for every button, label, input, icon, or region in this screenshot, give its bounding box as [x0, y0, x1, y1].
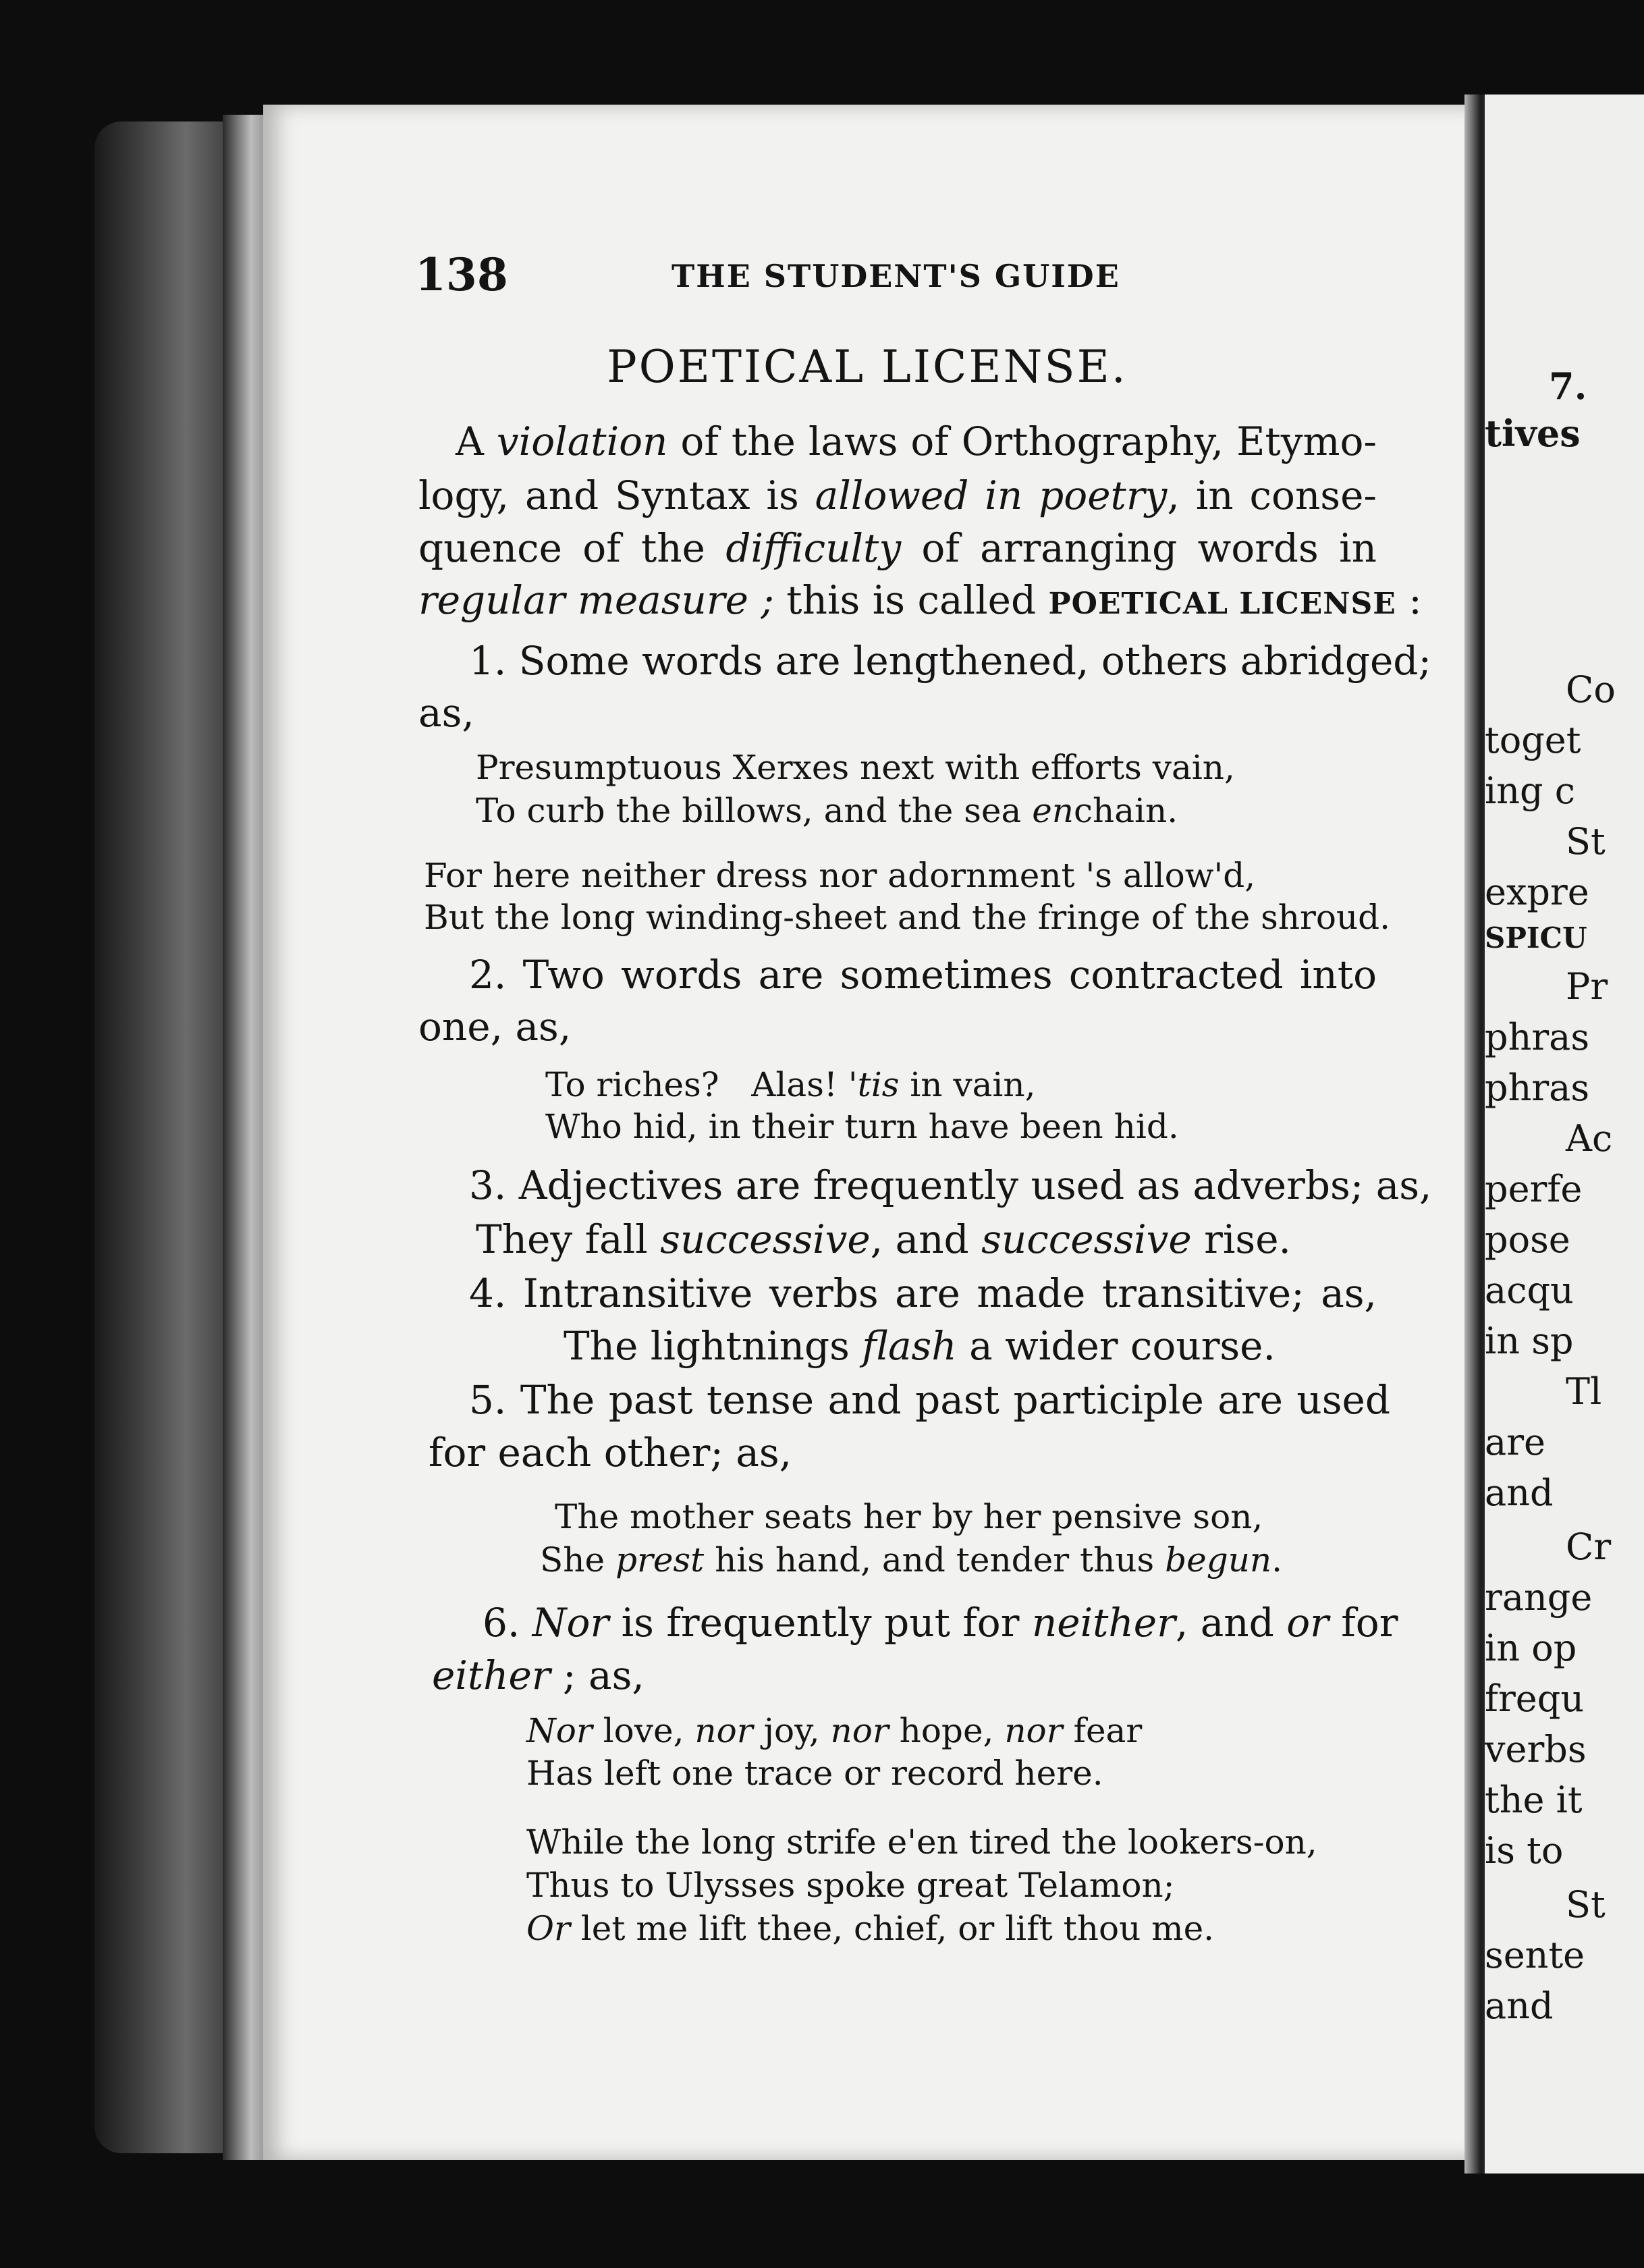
facing-line: and [1485, 1472, 1554, 1514]
rule-6-verse-5: Or let me lift thee, chief, or lift thou me. [526, 1909, 1215, 1948]
facing-line: verbs [1485, 1728, 1587, 1771]
facing-line: Cr [1566, 1526, 1612, 1568]
rule-4-line-2: The lightnings flash a wider course. [564, 1323, 1276, 1369]
rule-2-verse-1: To riches? Alas! 'tis in vain, [545, 1065, 1036, 1104]
rule-2-line-1: 2. Two words are sometimes contracted into [469, 952, 1377, 998]
intro-line-1: A violation of the laws of Orthography, Etymo- [456, 418, 1377, 464]
facing-line: are [1485, 1421, 1545, 1463]
rule-1-verse-2: To curb the billows, and the sea enchain. [476, 791, 1178, 830]
facing-page-fragment [1485, 94, 1644, 2174]
rule-5-verse-1: The mother seats her by her pensive son, [555, 1497, 1263, 1536]
facing-line: in sp [1485, 1320, 1574, 1362]
facing-line: perfe [1485, 1168, 1583, 1210]
facing-line: acqu [1485, 1269, 1574, 1312]
rule-1-line-1: 1. Some words are lengthened, others abridged; [469, 638, 1431, 684]
running-head [415, 248, 1427, 302]
rule-2-verse-2: Who hid, in their turn have been hid. [545, 1107, 1179, 1146]
facing-line: Ac [1566, 1117, 1613, 1160]
facing-line: ing c [1485, 770, 1576, 812]
facing-line: the it [1485, 1779, 1583, 1821]
section-title: POETICAL LICENSE. [607, 341, 1128, 393]
rule-2-line-2: one, as, [418, 1004, 572, 1050]
rule-4-line-1: 4. Intransitive verbs are made transitive; as, [469, 1270, 1377, 1316]
facing-line: tives [1485, 412, 1581, 455]
intro-line-4: regular measure ; this is called POETICAL LICENSE : [418, 577, 1422, 623]
rule-6-verse-2: Has left one trace or record here. [526, 1754, 1103, 1793]
facing-line: St [1566, 1883, 1606, 1926]
facing-line: phras [1485, 1016, 1590, 1058]
facing-line: expre [1485, 871, 1589, 913]
facing-line: 7. [1549, 364, 1587, 408]
facing-line: Pr [1566, 965, 1608, 1008]
rule-5-line-1: 5. The past tense and past participle are used [469, 1377, 1390, 1423]
facing-line: SPICU [1485, 921, 1587, 954]
rule-6-line-1: 6. Nor is frequently put for neither, and or for [483, 1600, 1398, 1646]
rule-1-verse-4: But the long winding-sheet and the fringe of the shroud. [424, 898, 1391, 937]
running-title: THE STUDENT'S GUIDE [672, 258, 1120, 294]
facing-line: is to [1485, 1829, 1564, 1872]
facing-line: Co [1566, 668, 1616, 711]
facing-line: phras [1485, 1066, 1590, 1109]
facing-line: St [1566, 820, 1606, 863]
facing-line: range [1485, 1576, 1593, 1619]
page-number: 138 [415, 248, 508, 301]
facing-line: Tl [1566, 1370, 1602, 1413]
rule-6-verse-3: While the long strife e'en tired the lookers-on, [526, 1823, 1317, 1862]
rule-6-verse-4: Thus to Ulysses spoke great Telamon; [526, 1866, 1175, 1905]
rule-6-line-2: either ; as, [432, 1652, 645, 1698]
intro-line-3: quence of the difficulty of arranging words in [418, 525, 1377, 571]
facing-line: pose [1485, 1218, 1570, 1261]
facing-line: and [1485, 1985, 1554, 2027]
rule-5-verse-2: She prest his hand, and tender thus begun. [540, 1540, 1283, 1580]
rule-1-line-2: as, [418, 690, 474, 736]
facing-line: frequ [1485, 1677, 1585, 1720]
rule-3-line-2: They fall successive, and successive rise. [476, 1216, 1291, 1262]
facing-line: in op [1485, 1627, 1577, 1669]
facing-line: sente [1485, 1934, 1585, 1976]
rule-1-verse-1: Presumptuous Xerxes next with efforts vain, [476, 748, 1235, 787]
rule-5-line-2: for each other; as, [429, 1430, 792, 1476]
intro-line-2: logy, and Syntax is allowed in poetry, in conse- [418, 473, 1377, 518]
rule-3-line-1: 3. Adjectives are frequently used as adverbs; as, [469, 1162, 1432, 1208]
facing-line: toget [1485, 719, 1581, 761]
rule-1-verse-3: For here neither dress nor adornment 's allow'd, [424, 856, 1256, 895]
rule-6-verse-1: Nor love, nor joy, nor hope, nor fear [526, 1711, 1143, 1750]
